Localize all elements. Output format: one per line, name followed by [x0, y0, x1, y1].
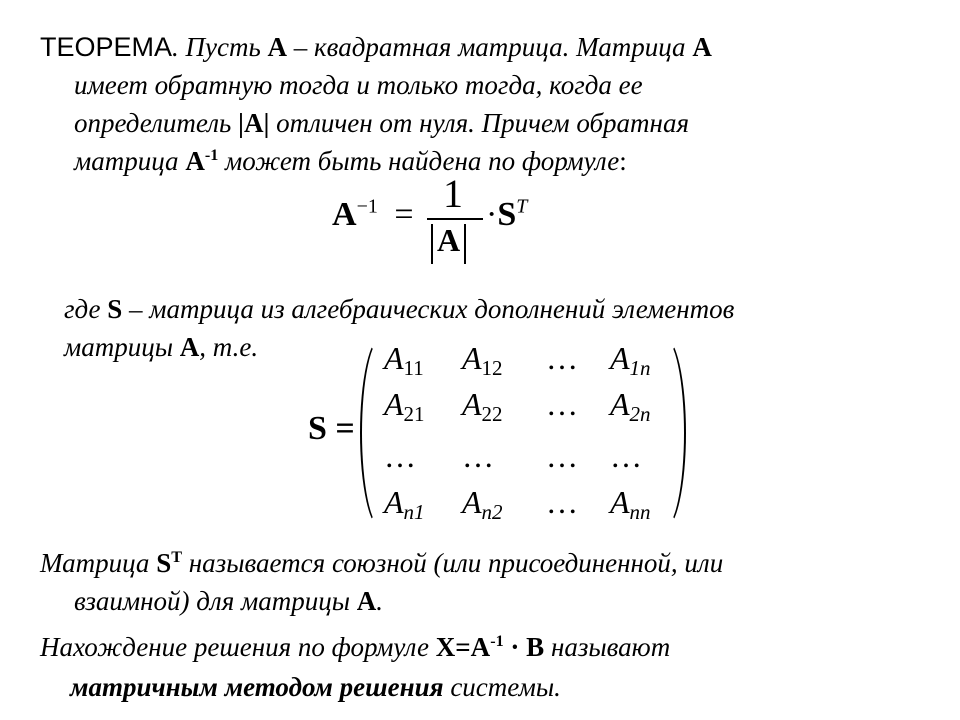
matrix-cell: … [384, 438, 416, 474]
matrix-cell: $A_{22}$ [462, 386, 503, 426]
matrix-cell: … [610, 438, 642, 474]
matrix-cell: $A_{nn}$ [610, 484, 651, 524]
where-line-1: где S – матрица из алгебраических дополнений элементов [64, 294, 735, 324]
matrix-lhs: S = [308, 410, 355, 447]
matrix-cell: $A_{11}$ [384, 340, 424, 380]
matrix-cell: $A_{n2}$ [462, 484, 503, 524]
adjugate-line-2: взаимной) для матрицы A. [74, 586, 384, 616]
theorem-line-3: определитель |A| отличен от нуля. Причем обратная [74, 108, 690, 138]
formula-numerator: 1 [443, 171, 463, 216]
matrix-cell: $A_{12}$ [462, 340, 503, 380]
matrix-cell: … [546, 340, 578, 376]
theorem-line-1: ТЕОРЕМА. Пусть A – квадратная матрица. Матрица A [40, 32, 712, 62]
theorem-line-4: матрица $A^{-1}$ может быть найдена по формуле: [74, 146, 627, 176]
matrix-cell: $A_{2n}$ [610, 386, 651, 426]
theorem-line-2: имеет обратную тогда и только тогда, когда ее [74, 70, 643, 100]
theorem-label: ТЕОРЕМА [40, 32, 173, 62]
solution-line-1: Нахождение решения по формуле $X=A^{-1} \cdot B$ называют [40, 632, 671, 662]
inverse-formula-lhs: $A^{-1}$ = [332, 195, 414, 233]
formula-fraction-bar [427, 218, 483, 220]
method-name: матричным методом решения [70, 672, 444, 702]
matrix-cell: … [462, 438, 494, 474]
matrix-cell: … [546, 438, 578, 474]
matrix-cell: $A_{n1}$ [384, 484, 425, 524]
matrix-cell: $A_{1n}$ [610, 340, 651, 380]
solution-line-2: матричным методом решения системы. [70, 672, 561, 702]
adjugate-line-1: Матрица $S^T$ называется союзной (или присоединенной, или [40, 548, 724, 578]
matrix-cell: $A_{21}$ [384, 386, 425, 426]
formula-denominator: A [427, 222, 470, 264]
matrix-cell: … [546, 484, 578, 520]
inverse-formula-rhs: $\cdot S^T$ [486, 195, 528, 233]
matrix-cell: … [546, 386, 578, 422]
where-line-2: матрицы A, т.е. [64, 332, 259, 362]
